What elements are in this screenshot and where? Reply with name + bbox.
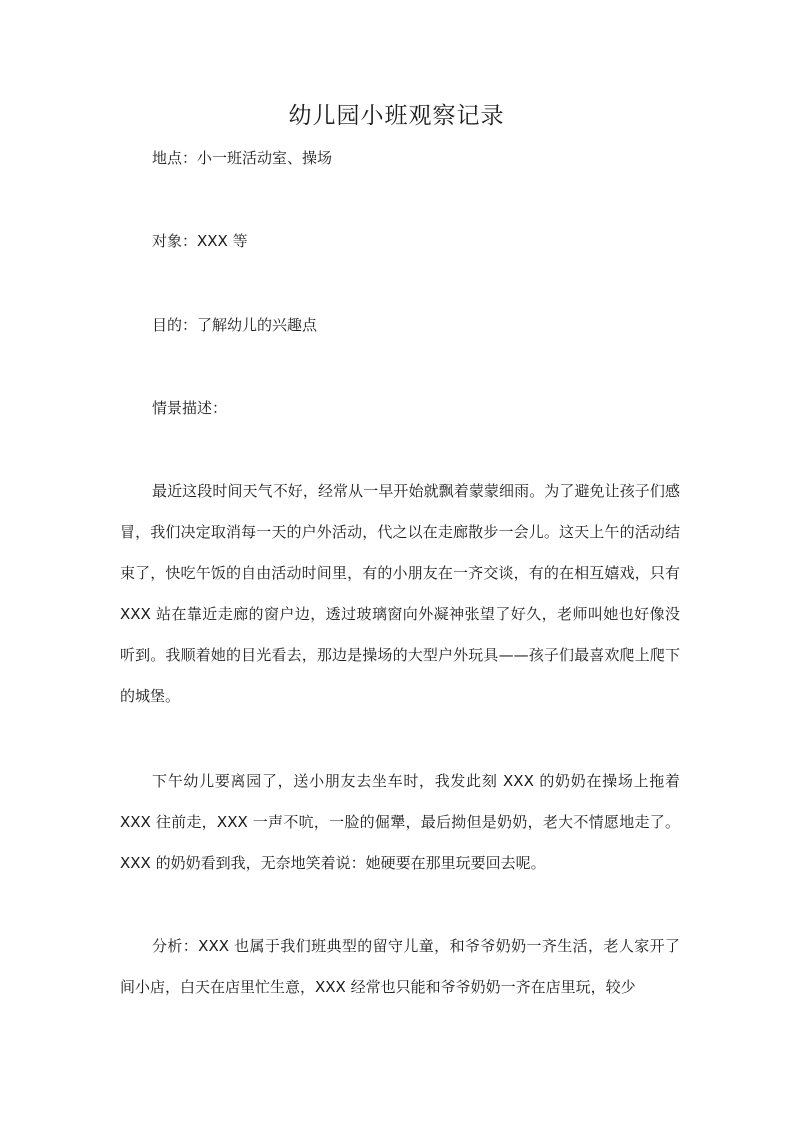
subject-field: 对象：XXX 等 [152, 232, 248, 250]
paragraph-scene-morning: 最近这段时间天气不好，经常从一早开始就飘着蒙蒙细雨。为了避免让孩子们感冒，我们决定取消每一天的户外活动，代之以在走廊散步一会儿。这天上午的活动结束了，快吃午饭的自由活动时间里，有的小朋友在一齐交谈，有的在相互嬉戏，只有 XXX 站在靠近走廊的窗户边，透过玻璃窗向外凝神张望了好久，老师叫她也好像没听到。我顺着她的目光看去，那边是操场的大型户外玩具——孩子们最喜欢爬上爬下的城堡。 [120, 482, 680, 705]
scene-heading: 情景描述： [152, 399, 228, 417]
location-field: 地点：小一班活动室、操场 [152, 149, 333, 167]
document-title: 幼儿园小班观察记录 [288, 103, 505, 129]
paragraph-analysis: 分析：XXX 也属于我们班典型的留守儿童，和爷爷奶奶一齐生活，老人家开了间小店，白天在店里忙生意，XXX 经常也只能和爷爷奶奶一齐在店里玩，较少 [120, 937, 680, 996]
paragraph-scene-afternoon: 下午幼儿要离园了，送小朋友去坐车时，我发此刻 XXX 的奶奶在操场上拖着 XXX 往前走，XXX 一声不吭，一脸的倔犟，最后拗但是奶奶，老大不情愿地走了。XXX 的奶奶看到我，无奈地笑着说：她硬要在那里玩要回去呢。 [120, 772, 680, 872]
purpose-field: 目的：了解幼儿的兴趣点 [152, 316, 318, 334]
